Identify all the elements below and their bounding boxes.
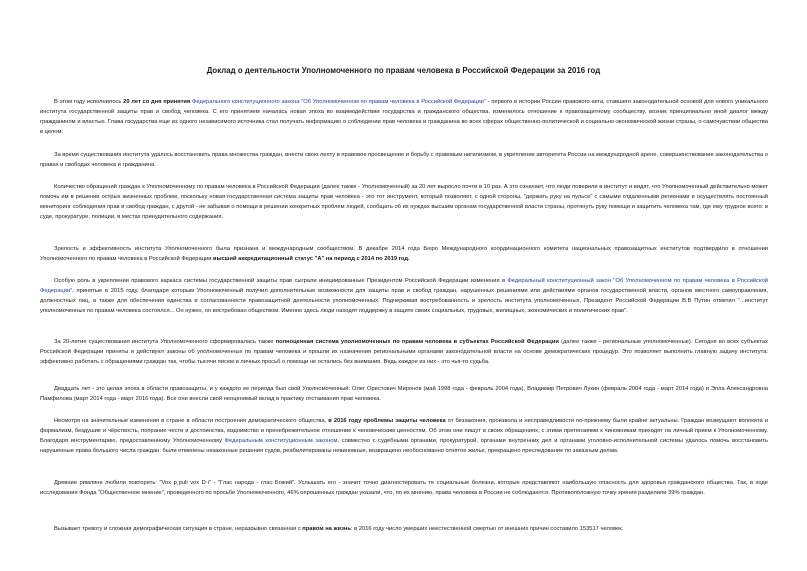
- paragraph-problems-2016: [40, 416, 768, 456]
- paragraph-text: За 20-летие существования института Уполномоченного сформировалась также: [54, 339, 276, 345]
- paragraph-text: , совместно с судебными органами, прокуратурой, органами внутренних дел и органами уголовно-исполнительной системы удалось помочь восстановить нарушенные права большого числа граждан: были отменены незаконные решения судов, реабилитированы невиновные, возвращено необоснованно отнятое жилье, прекращено преследование по заказным делам.: [40, 438, 768, 455]
- paragraph-text: Древние римляне любили повторять: "Vox p¸puli vox D·i" - "Глас народа - глас Божий". Услышать его - значит точно диагностировать те социальные болезни, которые представляют наибольшую опасность для здоровья гражданского общества. Так, в ходе исследования Фонда "Общественное мнение", проведенного по просьбе Уполномоченного, 46% опрошенных граждан указали, что, по их мнению, права человека в России не соблюдаются. Противоположную точку зрения разделили 39% граждан.: [40, 480, 768, 497]
- bold-text: в 2016 году проблемы защиты человека: [328, 418, 446, 424]
- bold-text: высший аккредитационный статус "А" на период с 2014 по 2019 год.: [213, 256, 410, 263]
- bold-text: 20 лет со дня принятия: [123, 99, 191, 105]
- paragraph-text: Несмотря на значительные изменения в стране в области построения демократического общества,: [54, 418, 329, 424]
- paragraph-anniversary: [40, 97, 768, 137]
- paragraph-text: : в 2016 году число умерших неестественной смертью от внешних причин составило 153517 человек.: [350, 526, 624, 532]
- law-link[interactable]: Федеральным конституционным законом: [224, 438, 338, 445]
- paragraph-regional-ombudsmen: [40, 337, 768, 367]
- paragraph-text: Вызывает тревогу и сложная демографическая ситуация в стране, неразрывно связанная с: [54, 526, 303, 532]
- paragraph-text: , принятые в 2015 году, благодаря которым Уполномоченный получил дополнительные возможности для защиты прав и свобод граждан, нарушенных решениями или действиями органов государственной власти, органов местного самоуправления, должностных лиц, а также для обеспечения единства и согласованности правозащитной деятельности уполномоченных. Подчеркивая востребованность и зрелость института уполномоченных, Президент Российской Федерации В.В Путин отметил "...институт уполномоченных по правам человека состоялся... Он нужен, он востребован обществом. Именно здесь люди находят поддержку в защите своих социальных, трудовых, жилищных, экономических и политических прав".: [40, 288, 768, 315]
- paragraph-achievements: [40, 150, 768, 170]
- page-title: Доклад о деятельности Уполномоченного по правам человека в Российской Федерации за 2016 год: [206, 66, 601, 75]
- paragraph-text: Количество обращений граждан к Уполномоченному по правам человека в Российской Федерации (далее также - Уполномоченный) за 20 лет выросло почти в 10 раз. А это означает, что люди поверили в институт и видят, что Уполномоченный действительно может помочь им в решении острых жизненных проблем, поскольку новая государственная система защиты прав человека - это тот инструмент, который позволяет, с одной стороны, "держать руку на пульсе" с самыми отдаленными регионами и осуществлять постоянный мониторинг соблюдения прав и свобод граждан, с другой - не забывая о помощи в решении конкретных проблем людей, сообщать об их нуждах высшим органам государственной власти страны, протянуть руку помощи и защитить человека там, где ему трудное всего: в суде, прокуратуре, полиции, в местах принудительного содержания.: [40, 184, 768, 221]
- bold-text: полноценная система уполномоченных по правам человека в субъектах Российской Федерации: [275, 339, 559, 345]
- bold-text: правом на жизнь: [302, 526, 351, 532]
- paragraph-text: (далее также - региональные уполномоченные). Сегодня во всех субъектах Российской Федерации приняты и действуют законы об уполномоченных по правам человека и прошли их назначения региональными органами законодательной власти на основе демократических процедур. Это позволяет выполнить главную задачу института: эффективно работать с обращениями граждан так, чтобы тысячи писем и личных просьб о помощи не остались без внимания. Ведь каждое из них - это чья-то судьба.: [40, 339, 769, 366]
- law-link[interactable]: Федерального конституционного закона "Об Уполномоченном по правам человека в Российской Федерации": [192, 99, 486, 105]
- paragraph-text: За время существования института удалось восстановить права множества граждан, внести свою лепту в правовое просвещение и борьбу с правовым нигилизмом, в укрепление авторитета России на международной арене, совершенствование законодательства о правах и свободах человека и гражданина.: [40, 152, 768, 169]
- paragraph-appeals: [40, 182, 768, 222]
- law-link[interactable]: Федеральный конституционный закон "Об Уполномоченном по правам человека в Российской Федерации": [40, 278, 768, 295]
- paragraph-text: Особую роль в укреплении правового каркаса системы государственной защиты прав сыграли инициированные Президентом Российской Федерации изменения в: [54, 278, 508, 284]
- paragraph-accreditation: [40, 244, 768, 264]
- paragraph-text: Зрелость и эффективность института Уполномоченного была признана и международным сообществом. В декабре 2014 года Бюро Международного координационного комитета национальных правозащитных институтов подтвердило в отношении Уполномоченного по правам человека в Российской Федерации: [40, 246, 768, 263]
- paragraph-law-amendments: [40, 276, 768, 316]
- paragraph-public-opinion: [40, 478, 768, 498]
- paragraph-text: В этом году исполнилось: [54, 99, 124, 105]
- paragraph-history: [40, 384, 768, 404]
- paragraph-demography: [40, 524, 768, 534]
- paragraph-text: - первого в истории России правового акта, ставшего законодательной основой для нового уникального института государственной защиты прав и свобод человека. С его принятием началась новая эпоха во взаимодействии государства и гражданского общества, изменилось отношение к правозащитному сообществу, возник принципиально иной диалог между гражданином и властью. Глава государства еще из одного независимого источника стал получать информацию о соблюдении прав человека и гражданина во всех сферах общественно-политической и социально-экономической жизни страны, о самочувствии общества в целом.: [40, 99, 768, 136]
- paragraph-text: Двадцать лет - это целая эпоха в области правозащиты, и у каждого ее периода был свой Уполномоченный: Олег Орестович Миронов (май 1998 года - февраль 2004 года), Владимир Петрович Лукин (февраль 2004 года - март 2014 года) и Элла Александровна Памфилова (март 2014 года - март 2016 года). Все они внесли свой неоценимый вклад в практику отстаивания прав человека.: [40, 386, 768, 403]
- paragraph-text: от беззакония, произвола и несправедливости по-прежнему были крайне актуальны. Граждан возмущают волокита и формализм, бездушие и чёрствость, попрание чести и достоинства, мздоимство и пренебрежительное отношение к человеческим ценностям. Об этом они пишут в своих обращениях, с этими претензиями к чиновникам приходят на личный прием к Уполномоченному. Благодаря инструментарию, предоставленному Уполномоченному: [40, 418, 768, 445]
